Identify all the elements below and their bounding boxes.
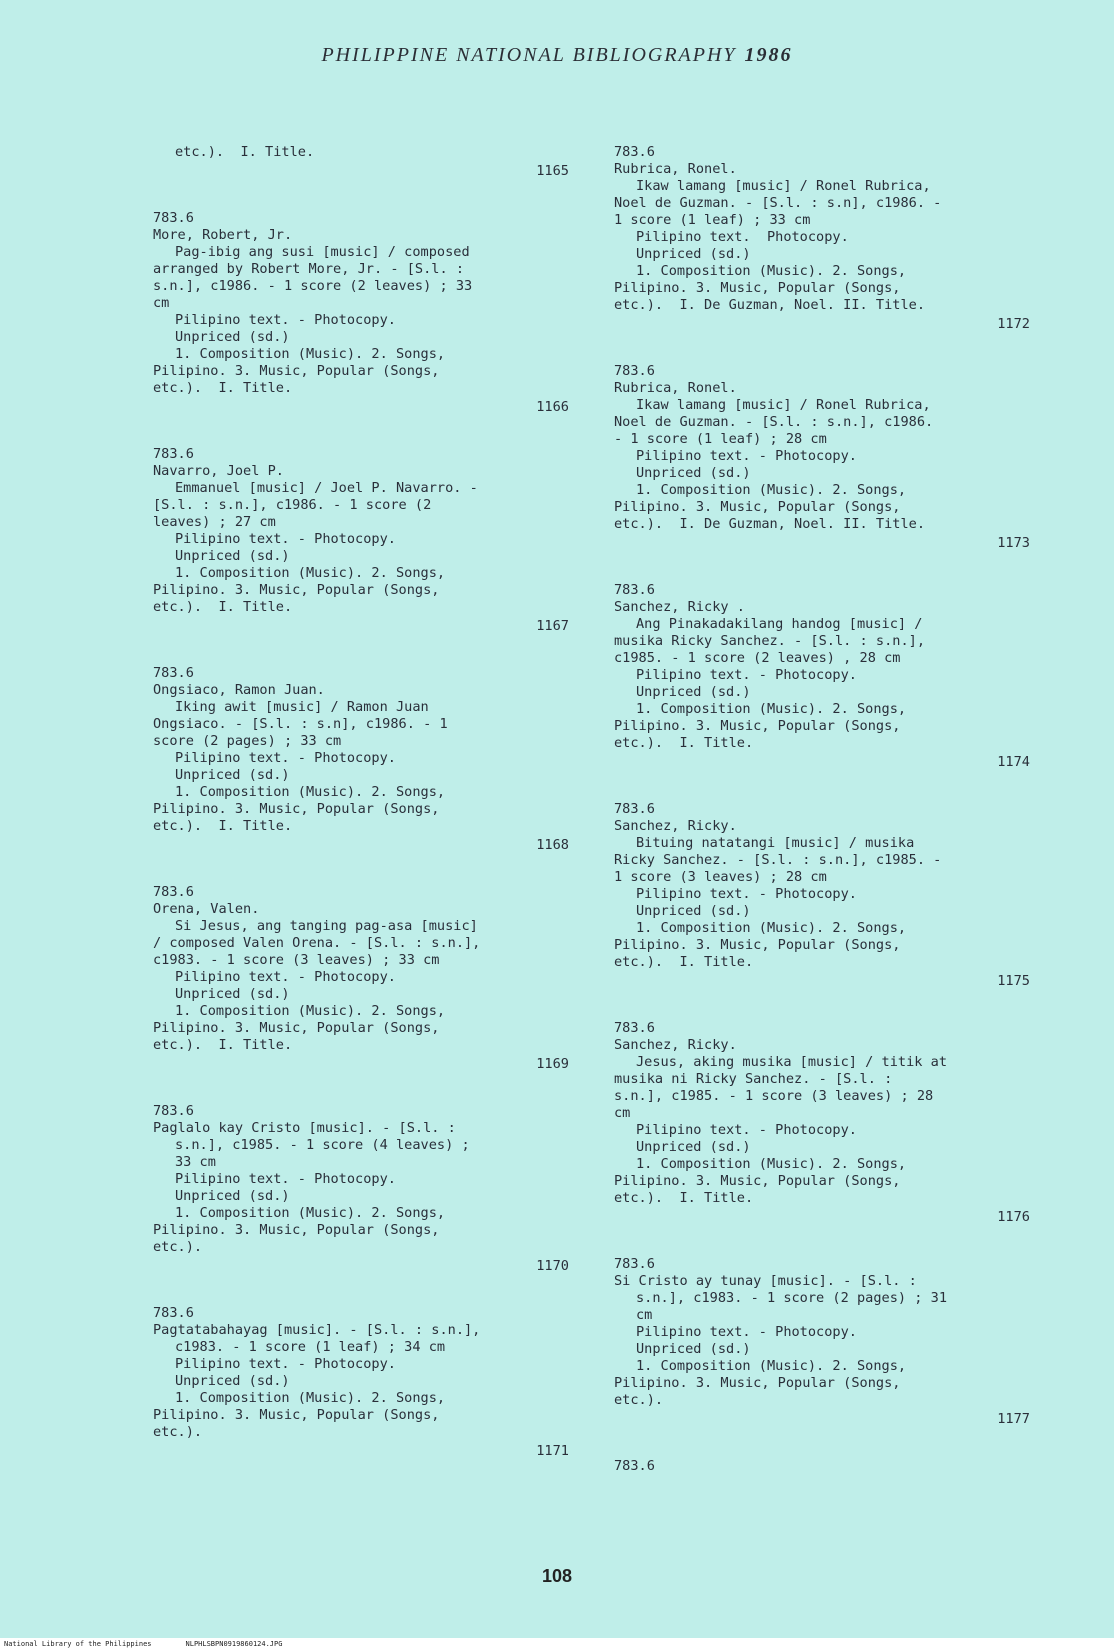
- entry-note-line: 1. Composition (Music). 2. Songs,: [636, 920, 907, 936]
- catalog-entry: [153, 1305, 603, 1460]
- entry-subject-line: etc.). I. Title.: [614, 1190, 754, 1206]
- call-number: 783.6: [153, 665, 194, 681]
- catalog-entry: [153, 210, 603, 416]
- entry-spacer: [153, 854, 603, 884]
- left-column: [153, 144, 603, 1460]
- call-number: 783.6: [614, 144, 655, 160]
- entry-note-line: 1. Composition (Music). 2. Songs,: [636, 1358, 907, 1374]
- call-number: 783.6: [153, 884, 194, 900]
- bibliography-title: PHILIPPINE NATIONAL BIBLIOGRAPHY: [321, 44, 737, 66]
- page-number: 108: [541, 1566, 573, 1586]
- catalog-entry: [153, 665, 603, 854]
- entry-note-line: 1. Composition (Music). 2. Songs,: [175, 346, 446, 362]
- call-number: 783.6: [153, 446, 194, 462]
- entry-note-line: 1. Composition (Music). 2. Songs,: [175, 565, 446, 581]
- page-header: [0, 44, 1114, 67]
- entry-description-line: s.n.], c1986. - 1 score (2 leaves) ; 33: [153, 278, 473, 294]
- entry-description-line: [S.l. : s.n.], c1986. - 1 score (2: [153, 497, 432, 513]
- entry-number: 1165: [536, 163, 569, 179]
- catalog-entry: [153, 446, 603, 635]
- entry-description-line: Noel de Guzman. - [S.l. : s.n.], c1986.: [614, 414, 934, 430]
- entry-title-line: 33 cm: [175, 1154, 216, 1170]
- entry-number: 1167: [536, 618, 569, 634]
- call-number: 783.6: [614, 1256, 655, 1272]
- catalog-entry: [614, 582, 1064, 771]
- entry-note-line: Unpriced (sd.): [175, 329, 290, 345]
- entry-number: 1177: [997, 1411, 1030, 1427]
- entry-subject-line: Pilipino. 3. Music, Popular (Songs,: [614, 499, 901, 515]
- entry-note-line: 1. Composition (Music). 2. Songs,: [175, 1205, 446, 1221]
- entry-note-line: Pilipino text. Photocopy.: [636, 229, 849, 245]
- entry-title-line: cm: [636, 1307, 653, 1323]
- entry-number: 1175: [997, 973, 1030, 989]
- entry-subject-line: etc.). I. Title.: [153, 380, 293, 396]
- entry-heading: Sanchez, Ricky .: [614, 599, 745, 615]
- entry-note-line: 1. Composition (Music). 2. Songs,: [636, 701, 907, 717]
- call-number: 783.6: [153, 1305, 194, 1321]
- entry-note-line: Pilipino text. - Photocopy.: [636, 1122, 857, 1138]
- entry-note-line: 1. Composition (Music). 2. Songs,: [636, 263, 907, 279]
- entry-subject-line: Pilipino. 3. Music, Popular (Songs,: [153, 1020, 440, 1036]
- entry-title-line: Iking awit [music] / Ramon Juan: [175, 699, 429, 715]
- catalog-entry: [614, 363, 1064, 552]
- entry-description-line: musika Ricky Sanchez. - [S.l. : s.n.],: [614, 633, 925, 649]
- entry-title-line: c1983. - 1 score (1 leaf) ; 34 cm: [175, 1339, 446, 1355]
- entry-description-line: cm: [153, 295, 170, 311]
- entry-spacer: [153, 1073, 603, 1103]
- catalog-entry: [153, 144, 603, 180]
- entry-heading: Sanchez, Ricky.: [614, 1037, 737, 1053]
- scan-footer: [0, 1638, 1114, 1650]
- catalog-entry: [153, 1103, 603, 1275]
- entry-description-line: score (2 pages) ; 33 cm: [153, 733, 342, 749]
- entry-heading: Sanchez, Ricky.: [614, 818, 737, 834]
- entry-number: 1173: [997, 535, 1030, 551]
- entry-spacer: [614, 333, 1064, 363]
- entry-note-line: Pilipino text. - Photocopy.: [175, 531, 396, 547]
- entry-subject-line: Pilipino. 3. Music, Popular (Songs,: [614, 1173, 901, 1189]
- entry-note-line: Pilipino text. - Photocopy.: [636, 448, 857, 464]
- entry-title-line: Jesus, aking musika [music] / titik at: [636, 1054, 947, 1070]
- entry-note-line: 1. Composition (Music). 2. Songs,: [636, 1156, 907, 1172]
- entry-note-line: Unpriced (sd.): [636, 684, 751, 700]
- entry-description-line: s.n.], c1985. - 1 score (3 leaves) ; 28: [614, 1088, 934, 1104]
- entry-number: 1170: [536, 1258, 569, 1274]
- entry-subject-line: etc.). I. Title.: [153, 599, 293, 615]
- call-number: 783.6: [153, 210, 194, 226]
- right-column: [614, 144, 1064, 1475]
- entry-heading: More, Robert, Jr.: [153, 227, 293, 243]
- entry-spacer: [614, 771, 1064, 801]
- entry-spacer: [153, 416, 603, 446]
- entry-note-line: Unpriced (sd.): [175, 548, 290, 564]
- entry-note-line: Unpriced (sd.): [636, 903, 751, 919]
- entry-subject-line: Pilipino. 3. Music, Popular (Songs,: [153, 1222, 440, 1238]
- call-number: 783.6: [153, 1103, 194, 1119]
- entry-spacer: [614, 1428, 1064, 1458]
- footer-library: National Library of the Philippines: [4, 1640, 152, 1648]
- entry-note-line: Pilipino text. - Photocopy.: [636, 886, 857, 902]
- entry-note-line: 1. Composition (Music). 2. Songs,: [636, 482, 907, 498]
- call-number: 783.6: [614, 582, 655, 598]
- entry-spacer: [614, 552, 1064, 582]
- entry-number: 1166: [536, 399, 569, 415]
- entry-description-line: / composed Valen Orena. - [S.l. : s.n.],: [153, 935, 481, 951]
- entry-subject-line: etc.). I. De Guzman, Noel. II. Title.: [614, 297, 925, 313]
- entry-note-line: Unpriced (sd.): [636, 1341, 751, 1357]
- entry-note-line: Unpriced (sd.): [636, 246, 751, 262]
- entry-description-line: Ongsiaco. - [S.l. : s.n], c1986. - 1: [153, 716, 448, 732]
- entry-subject-line: Pilipino. 3. Music, Popular (Songs,: [614, 280, 901, 296]
- entry-note-line: Pilipino text. - Photocopy.: [175, 1171, 396, 1187]
- entry-subject-line: Pilipino. 3. Music, Popular (Songs,: [153, 1407, 440, 1423]
- entry-subject-line: etc.).: [153, 1239, 203, 1255]
- entry-title-line: Bituing natatangi [music] / musika: [636, 835, 915, 851]
- entry-number: 1168: [536, 837, 569, 853]
- entry-spacer: [153, 1275, 603, 1305]
- entry-heading: Si Cristo ay tunay [music]. - [S.l. :: [614, 1273, 917, 1289]
- entry-description-line: 1 score (1 leaf) ; 33 cm: [614, 212, 811, 228]
- entry-note-line: Pilipino text. - Photocopy.: [636, 1324, 857, 1340]
- footer-file: NLPHLSBPN0919860124.JPG: [185, 1640, 283, 1648]
- entry-heading: Orena, Valen.: [153, 901, 260, 917]
- call-number: 783.6: [614, 1020, 655, 1036]
- entry-spacer: [153, 180, 603, 210]
- entry-note-line: Unpriced (sd.): [636, 1139, 751, 1155]
- entry-number: 1174: [997, 754, 1030, 770]
- entry-title-line: s.n.], c1985. - 1 score (4 leaves) ;: [175, 1137, 470, 1153]
- entry-heading: Ongsiaco, Ramon Juan.: [153, 682, 325, 698]
- entry-subject-line: Pilipino. 3. Music, Popular (Songs,: [153, 363, 440, 379]
- catalog-entry: [614, 144, 1064, 333]
- entry-note-line: Unpriced (sd.): [636, 465, 751, 481]
- entry-heading: Rubrica, Ronel.: [614, 161, 737, 177]
- call-number: 783.6: [614, 363, 655, 379]
- entry-subject-line: etc.).: [153, 1424, 203, 1440]
- entry-note-line: Pilipino text. - Photocopy.: [175, 1356, 396, 1372]
- entry-title-line: Ikaw lamang [music] / Ronel Rubrica,: [636, 178, 931, 194]
- entry-title-line: Si Jesus, ang tanging pag-asa [music]: [175, 918, 478, 934]
- entry-subject-line: etc.). I. De Guzman, Noel. II. Title.: [614, 516, 925, 532]
- entry-title-line: s.n.], c1983. - 1 score (2 pages) ; 31: [636, 1290, 947, 1306]
- catalog-entry: [153, 884, 603, 1073]
- entry-note-line: Unpriced (sd.): [175, 767, 290, 783]
- entry-heading: Navarro, Joel P.: [153, 463, 284, 479]
- entry-description-line: cm: [614, 1105, 631, 1121]
- entry-description-line: leaves) ; 27 cm: [153, 514, 276, 530]
- entry-note-line: 1. Composition (Music). 2. Songs,: [175, 1390, 446, 1406]
- call-number: 783.6: [614, 801, 655, 817]
- catalog-entry: [614, 1256, 1064, 1428]
- entry-description-line: arranged by Robert More, Jr. - [S.l. :: [153, 261, 464, 277]
- entry-subject-line: Pilipino. 3. Music, Popular (Songs,: [614, 718, 901, 734]
- entry-title-line: etc.). I. Title.: [175, 144, 315, 160]
- entry-heading: Rubrica, Ronel.: [614, 380, 737, 396]
- entry-subject-line: Pilipino. 3. Music, Popular (Songs,: [614, 1375, 901, 1391]
- call-number: 783.6: [614, 1458, 655, 1474]
- entry-description-line: Noel de Guzman. - [S.l. : s.n], c1986. -: [614, 195, 942, 211]
- entry-note-line: Pilipino text. - Photocopy.: [636, 667, 857, 683]
- entry-subject-line: etc.). I. Title.: [153, 818, 293, 834]
- entry-description-line: - 1 score (1 leaf) ; 28 cm: [614, 431, 827, 447]
- catalog-entry: [614, 801, 1064, 990]
- entry-title-line: Emmanuel [music] / Joel P. Navarro. -: [175, 480, 478, 496]
- entry-subject-line: etc.).: [614, 1392, 664, 1408]
- entry-title-line: Ang Pinakadakilang handog [music] /: [636, 616, 923, 632]
- entry-spacer: [614, 990, 1064, 1020]
- entry-note-line: 1. Composition (Music). 2. Songs,: [175, 1003, 446, 1019]
- entry-subject-line: Pilipino. 3. Music, Popular (Songs,: [614, 937, 901, 953]
- entry-note-line: Unpriced (sd.): [175, 1373, 290, 1389]
- entry-number: 1172: [997, 316, 1030, 332]
- entry-number: 1176: [997, 1209, 1030, 1225]
- entry-spacer: [153, 635, 603, 665]
- entry-heading: Paglalo kay Cristo [music]. - [S.l. :: [153, 1120, 456, 1136]
- entry-number: 1171: [536, 1443, 569, 1459]
- catalog-entry: [614, 1458, 1064, 1475]
- entry-note-line: 1. Composition (Music). 2. Songs,: [175, 784, 446, 800]
- entry-title-line: Pag-ibig ang susi [music] / composed: [175, 244, 470, 260]
- entry-spacer: [614, 1226, 1064, 1256]
- entry-note-line: Unpriced (sd.): [175, 986, 290, 1002]
- entry-number: 1169: [536, 1056, 569, 1072]
- entry-title-line: Ikaw lamang [music] / Ronel Rubrica,: [636, 397, 931, 413]
- entry-description-line: musika ni Ricky Sanchez. - [S.l. :: [614, 1071, 893, 1087]
- entry-note-line: Unpriced (sd.): [175, 1188, 290, 1204]
- entry-subject-line: etc.). I. Title.: [614, 954, 754, 970]
- entry-note-line: Pilipino text. - Photocopy.: [175, 969, 396, 985]
- entry-subject-line: Pilipino. 3. Music, Popular (Songs,: [153, 801, 440, 817]
- entry-description-line: Ricky Sanchez. - [S.l. : s.n.], c1985. -: [614, 852, 942, 868]
- entry-note-line: Pilipino text. - Photocopy.: [175, 312, 396, 328]
- entry-description-line: c1985. - 1 score (2 leaves) , 28 cm: [614, 650, 901, 666]
- entry-subject-line: etc.). I. Title.: [614, 735, 754, 751]
- entry-subject-line: etc.). I. Title.: [153, 1037, 293, 1053]
- entry-note-line: Pilipino text. - Photocopy.: [175, 750, 396, 766]
- catalog-entry: [614, 1020, 1064, 1226]
- entry-description-line: c1983. - 1 score (3 leaves) ; 33 cm: [153, 952, 440, 968]
- bibliography-year: 1986: [744, 44, 793, 66]
- entry-heading: Pagtatabahayag [music]. - [S.l. : s.n.],: [153, 1322, 481, 1338]
- entry-description-line: 1 score (3 leaves) ; 28 cm: [614, 869, 827, 885]
- entry-subject-line: Pilipino. 3. Music, Popular (Songs,: [153, 582, 440, 598]
